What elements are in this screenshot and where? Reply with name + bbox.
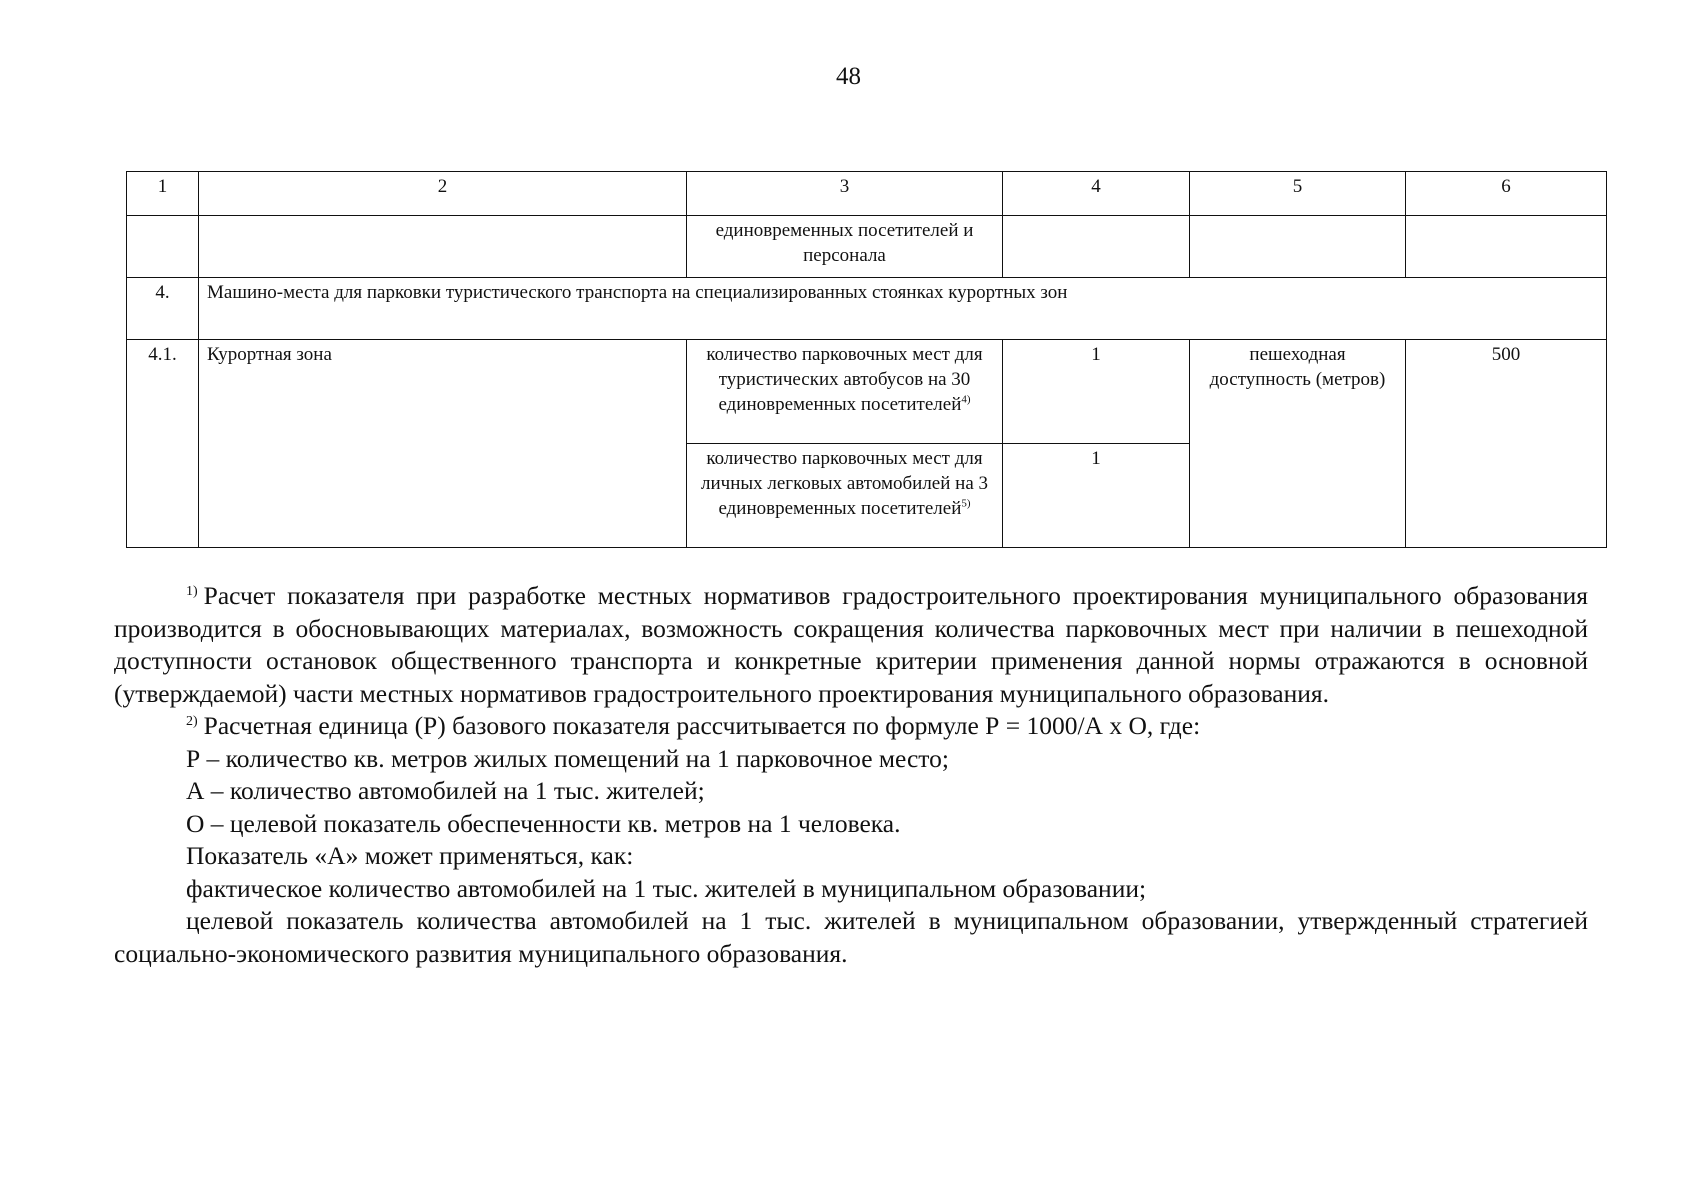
footnotes-block <box>114 580 1588 970</box>
row-4-1-name: Курортная зона <box>199 340 687 548</box>
footnote-2 <box>114 710 1588 743</box>
norms-table <box>126 171 1607 548</box>
header-col-5: 5 <box>1190 172 1406 216</box>
footnote-1-mark: 1) <box>186 583 198 599</box>
footnote-2-mark: 2) <box>186 713 198 729</box>
table-cell <box>199 216 687 278</box>
page-number: 48 <box>836 63 861 90</box>
formula-line-o: О – целевой показатель обеспеченности кв. метров на 1 человека. <box>186 808 901 838</box>
unit-cars-text: количество парковочных мест для личных легковых автомобилей на 3 единовременных посетителей <box>700 448 988 519</box>
table-cell <box>127 216 199 278</box>
formula-line-a: А – количество автомобилей на 1 тыс. жителей; <box>186 776 705 805</box>
header-col-2: 2 <box>199 172 687 216</box>
indicator-cell: пешеходная доступность (метров) <box>1190 340 1406 548</box>
formula-line-p: Р – количество кв. метров жилых помещений на 1 парковочное место; <box>186 743 949 773</box>
target-indicator-line: целевой показатель количества автомобилей на 1 тыс. жителей в муниципальном образовании, утвержденный стратегией социально-экономического развития муниципального образования. <box>114 906 1588 968</box>
footnote-1 <box>114 580 1588 710</box>
value-buses: 1 <box>1003 340 1190 444</box>
table-row-section-4 <box>127 278 1607 340</box>
header-col-1: 1 <box>127 172 199 216</box>
unit-buses-cell <box>687 340 1003 444</box>
actual-count-line: фактическое количество автомобилей на 1 тыс. жителей в муниципальном образовании; <box>186 873 1147 903</box>
unit-buses-text: количество парковочных мест для туристических автобусов на 30 единовременных посетителей <box>706 344 983 415</box>
apply-line: Показатель «А» может применяться, как: <box>186 841 634 870</box>
continuation-unit-cell: единовременных посетителей и персонала <box>687 216 1003 278</box>
value-cars: 1 <box>1003 444 1190 548</box>
table-header-row <box>127 172 1607 216</box>
table-cell <box>1003 216 1190 278</box>
section-4-number: 4. <box>127 278 199 340</box>
header-col-3: 3 <box>687 172 1003 216</box>
row-4-1-number: 4.1. <box>127 340 199 548</box>
footnote-ref-4: 4) <box>961 393 971 406</box>
footnote-2-text: Расчетная единица (Р) базового показателя рассчитывается по формуле Р = 1000/А х О, где: <box>203 711 1201 740</box>
header-col-4: 4 <box>1003 172 1190 216</box>
unit-cars-cell <box>687 444 1003 548</box>
table-cell <box>1406 216 1607 278</box>
table-row-4-1-a <box>127 340 1607 444</box>
indicator-value: 500 <box>1406 340 1607 548</box>
footnote-1-text: Расчет показателя при разработке местных нормативов градостроительного проектирования муниципального образования производится в обосновывающих материалах, возможность сокращения количества парковочных мест при наличии в пешеходной доступности остановок общественного транспорта и конкретные критерии применения данной нормы отражаются в основной (утверждаемой) части местных нормативов градостроительного проектирования муниципального образования. <box>114 581 1588 708</box>
header-col-6: 6 <box>1406 172 1607 216</box>
table-row-continuation <box>127 216 1607 278</box>
table-cell <box>1190 216 1406 278</box>
footnote-ref-5: 5) <box>961 497 971 510</box>
section-4-title: Машино-места для парковки туристического транспорта на специализированных стоянках курортных зон <box>199 278 1607 340</box>
